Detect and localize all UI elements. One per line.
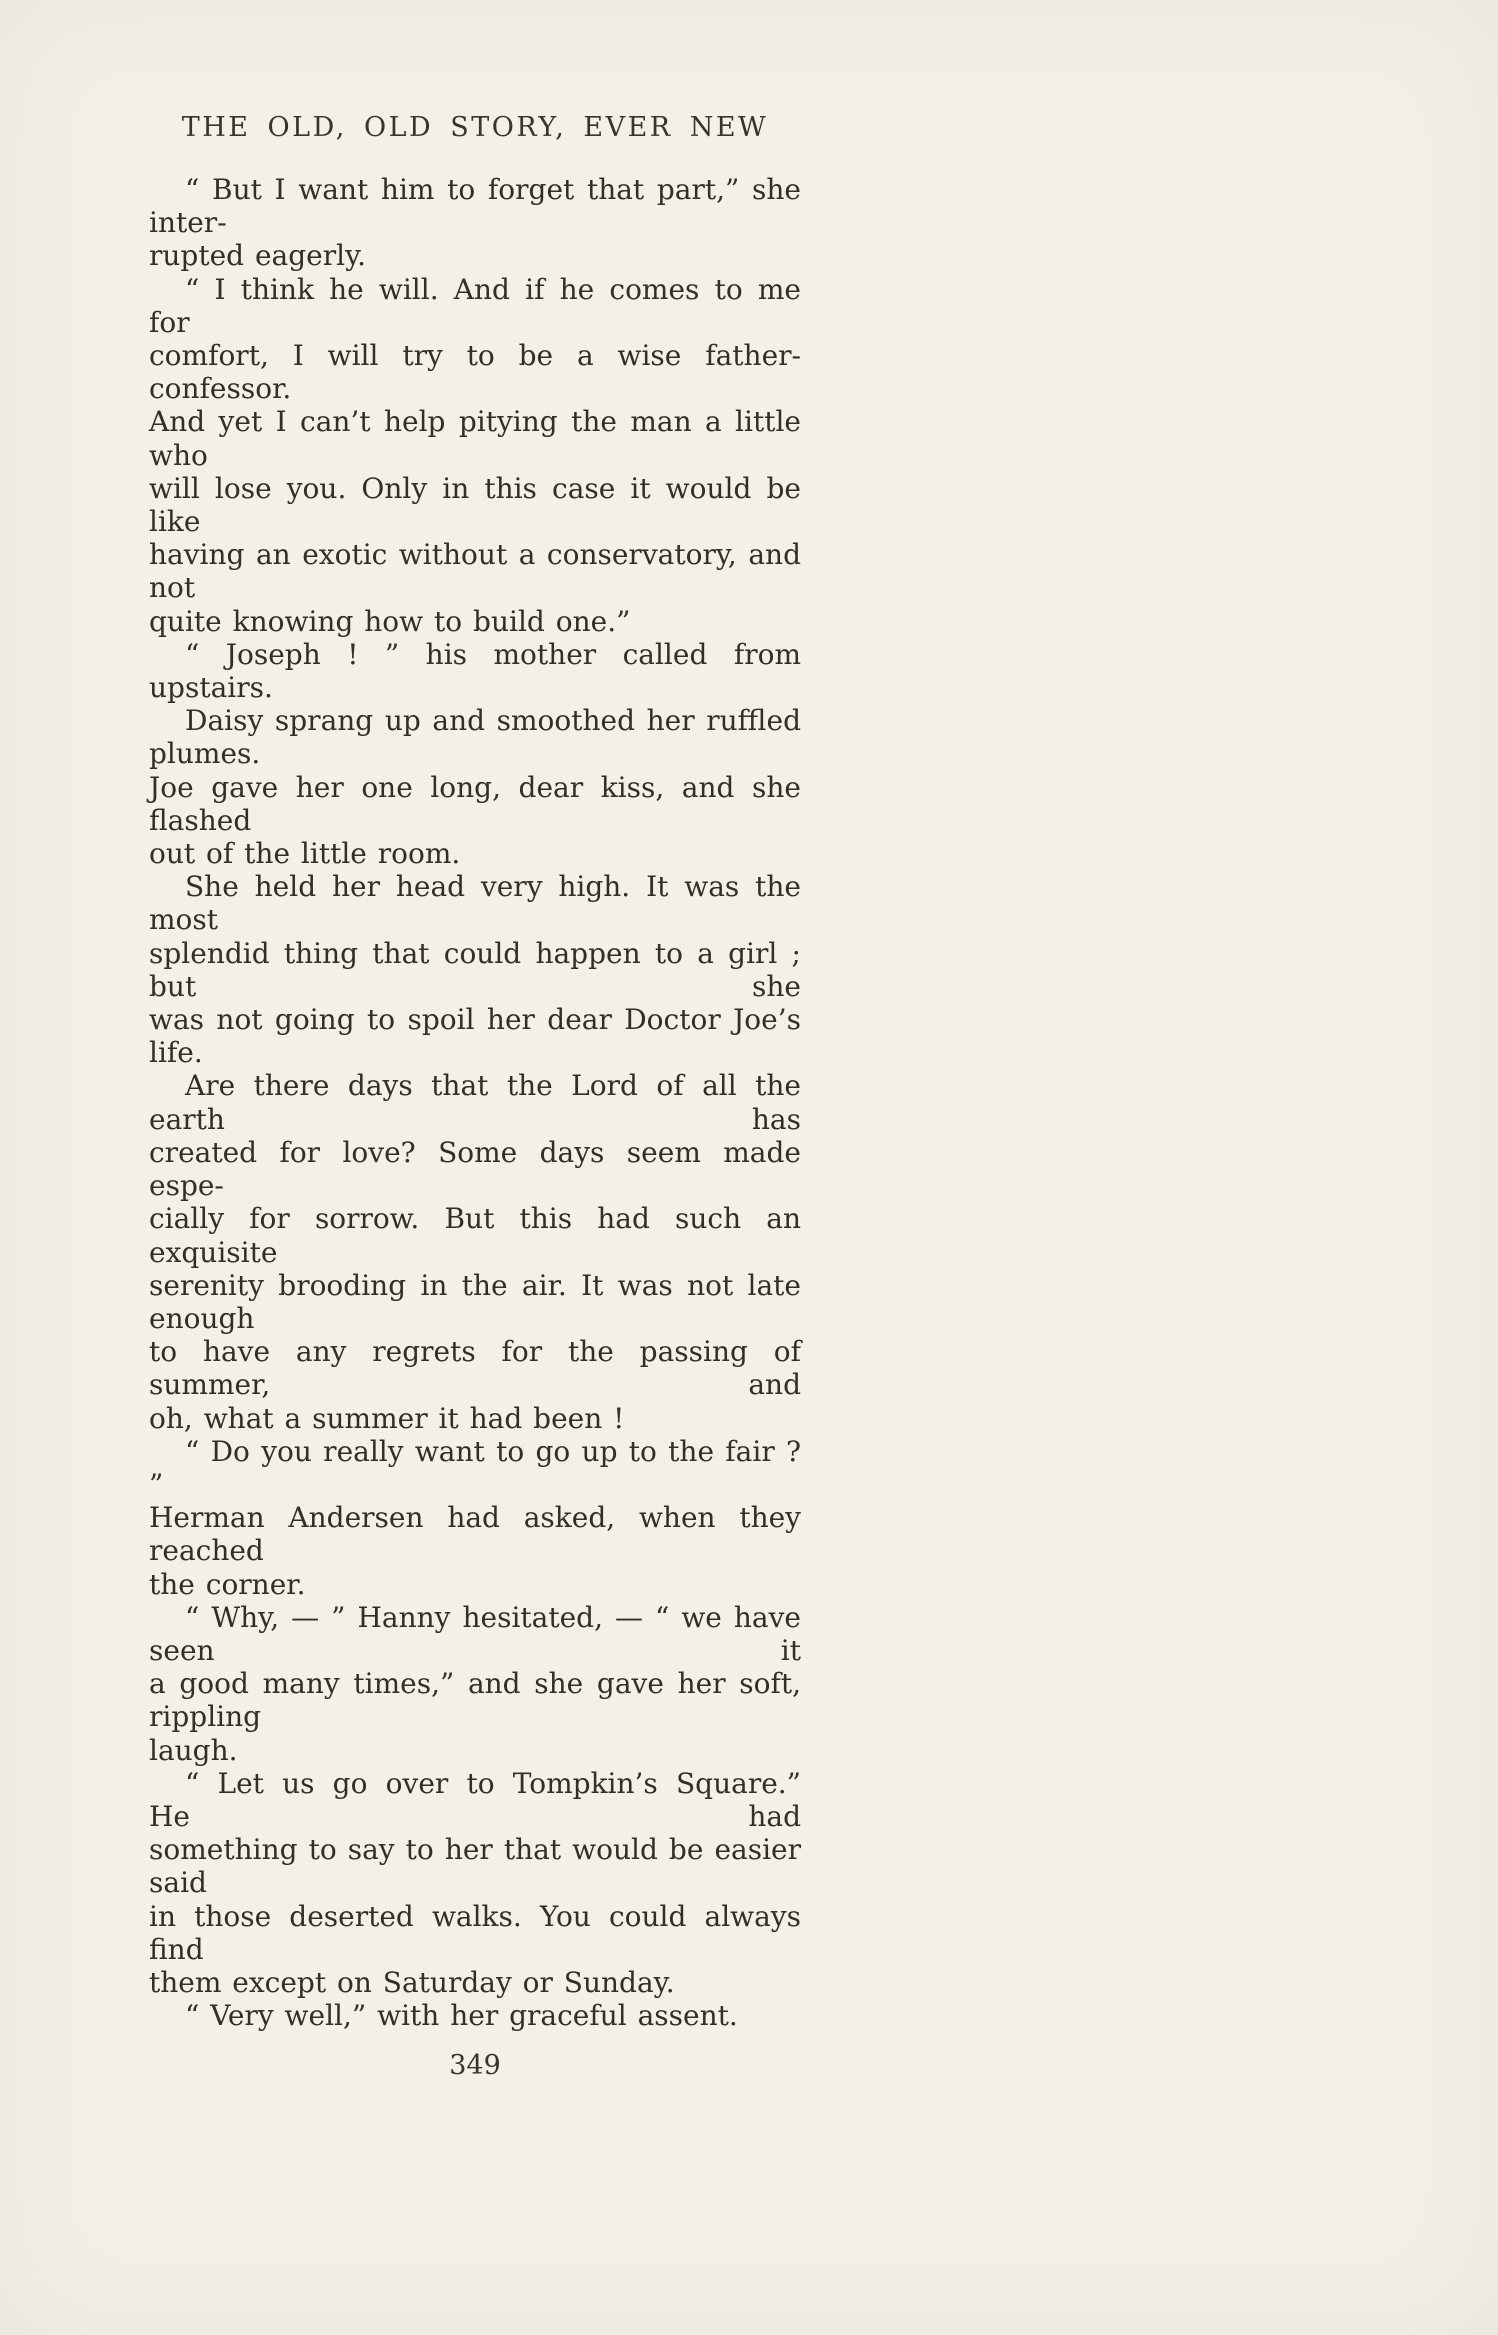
text-line: comfort, I will try to be a wise father-confessor. [149, 339, 801, 406]
text-line: “ Do you really want to go up to the fair ? ” [149, 1434, 801, 1501]
text-line: the corner. [149, 1567, 306, 1601]
paragraph [149, 1999, 801, 2032]
paragraph [149, 638, 801, 704]
paragraph [149, 1767, 801, 1999]
text-line: created for love? Some days seem made espe- [149, 1135, 801, 1203]
text-line: Joe gave her one long, dear kiss, and she flashed [149, 770, 801, 837]
text-line: Herman Andersen had asked, when they reached [149, 1501, 801, 1568]
text-line: to have any regrets for the passing of summer, and [149, 1335, 801, 1402]
text-line: “ Why, — ” Hanny hesitated, — “ we have seen it [149, 1600, 801, 1667]
text-line: Daisy sprang up and smoothed her ruffled plumes. [149, 704, 801, 771]
page-number: 349 [449, 2050, 501, 2082]
page-title: THE OLD, OLD STORY, EVER NEW [181, 112, 769, 143]
text-line: “ Very well,” with her graceful assent. [185, 1999, 738, 2033]
text-line: out of the little room. [149, 837, 461, 871]
text-line: laugh. [149, 1733, 238, 1767]
text-line: oh, what a summer it had been ! [149, 1401, 625, 1435]
text-line: And yet I can’t help pitying the man a little who [149, 405, 801, 472]
text-line: in those deserted walks. You could always find [149, 1899, 801, 1966]
text-line: She held her head very high. It was the most [149, 870, 801, 937]
paragraph [149, 173, 801, 273]
text-line: a good many times,” and she gave her soft, rippling [149, 1667, 801, 1734]
text-line: having an exotic without a conservatory, and not [149, 538, 801, 605]
text-line: “ I think he will. And if he comes to me for [149, 272, 801, 339]
text-line: serenity brooding in the air. It was not late enough [149, 1268, 801, 1335]
text-line: quite knowing how to build one.” [149, 604, 631, 638]
body-text [149, 173, 801, 2032]
text-line: rupted eagerly. [149, 239, 367, 273]
text-line: “ Let us go over to Tompkin’s Square.” He had [149, 1766, 801, 1833]
paragraph [149, 704, 801, 870]
text-line: Are there days that the Lord of all the earth has [149, 1069, 801, 1136]
paragraph [149, 273, 801, 638]
text-line: something to say to her that would be easier said [149, 1833, 801, 1900]
text-line: cially for sorrow. But this had such an exquisite [149, 1202, 801, 1269]
text-line: was not going to spoil her dear Doctor Joe’s life. [149, 1003, 801, 1070]
text-line: them except on Saturday or Sunday. [149, 1965, 675, 1999]
text-line: “ Joseph ! ” his mother called from upstairs. [149, 637, 801, 705]
text-line: “ But I want him to forget that part,” she inter- [149, 173, 801, 240]
paragraph [149, 1069, 801, 1434]
paragraph [149, 870, 801, 1069]
text-block [149, 112, 801, 2081]
text-line: splendid thing that could happen to a girl ; but she [149, 936, 801, 1003]
paragraph [149, 1435, 801, 1601]
paragraph [149, 1601, 801, 1767]
text-line: will lose you. Only in this case it would be like [149, 471, 801, 539]
